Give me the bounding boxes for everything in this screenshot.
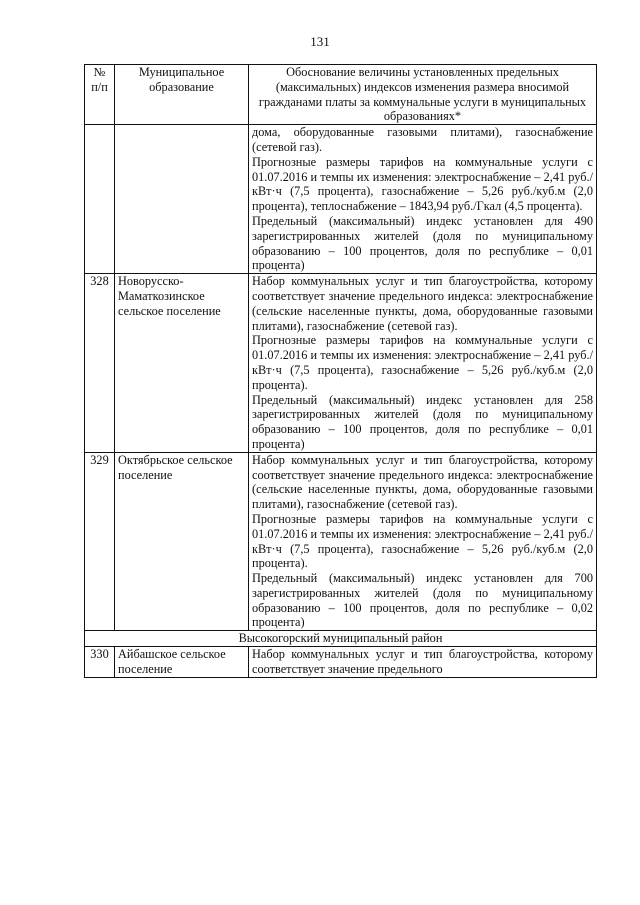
district-row — [85, 631, 597, 647]
justification-paragraph: Прогнозные размеры тарифов на коммунальные услуги с 01.07.2016 и темпы их изменения: электроснабжение – 2,41 руб./кВт·ч (7,5 процента), газоснабжение – 5,26 руб./куб.м (2,0 процента). — [252, 333, 593, 392]
row-municipality — [115, 125, 249, 274]
table-row — [85, 647, 597, 678]
header-justification: Обоснование величины установленных предельных (максимальных) индексов изменения размера вносимой гражданами платы за коммунальные услуги в муниципальных образованиях* — [249, 65, 597, 125]
table-row — [85, 274, 597, 453]
header-municipality: Муниципальное образование — [115, 65, 249, 125]
table-row — [85, 452, 597, 631]
justification-paragraph: Набор коммунальных услуг и тип благоустройства, которому соответствует значение предельного индекса: электроснабжение (сельские населенные пункты, дома, оборудованные газовыми плитами), газоснабжение (сетевой газ). — [252, 452, 593, 512]
row-justification — [249, 452, 597, 631]
row-municipality: Новорусско-Маматкозинское сельское поселение — [115, 274, 249, 453]
table-header-row — [85, 65, 597, 125]
district-title: Высокогорский муниципальный район — [85, 631, 597, 647]
justification-paragraph: Прогнозные размеры тарифов на коммунальные услуги с 01.07.2016 и темпы их изменения: электроснабжение – 2,41 руб./кВт·ч (7,5 процента), газоснабжение – 5,26 руб./куб.м (2,0 процента), теплоснабжение – 1843,94 руб./Гкал (4,5 процента). — [252, 154, 593, 214]
row-num: 328 — [85, 274, 115, 453]
row-justification — [249, 274, 597, 453]
justification-paragraph: Предельный (максимальный) индекс установлен для 490 зарегистрированных жителей (доля по муниципальному образованию – 100 процентов, доля по республике – 0,01 процента) — [252, 213, 593, 273]
justification-paragraph: дома, оборудованные газовыми плитами), газоснабжение (сетевой газ). — [252, 125, 593, 154]
row-num — [85, 125, 115, 274]
table-row — [85, 125, 597, 274]
justification-paragraph: Предельный (максимальный) индекс установлен для 700 зарегистрированных жителей (доля по муниципальному образованию – 100 процентов, доля по республике – 0,02 процента) — [252, 571, 593, 630]
justification-paragraph: Набор коммунальных услуг и тип благоустройства, которому соответствует значение предельного — [252, 647, 593, 676]
row-municipality: Октябрьское сельское поселение — [115, 452, 249, 631]
justification-paragraph: Набор коммунальных услуг и тип благоустройства, которому соответствует значение предельного индекса: электроснабжение (сельские населенные пункты, дома, оборудованные газовыми плитами), газоснабжение (сетевой газ). — [252, 274, 593, 333]
row-justification — [249, 125, 597, 274]
justification-paragraph: Прогнозные размеры тарифов на коммунальные услуги с 01.07.2016 и темпы их изменения: электроснабжение – 2,41 руб./кВт·ч (7,5 процента), газоснабжение – 5,26 руб./куб.м (2,0 процента). — [252, 511, 593, 571]
justification-paragraph: Предельный (максимальный) индекс установлен для 258 зарегистрированных жителей (доля по муниципальному образованию – 100 процентов, доля по республике – 0,01 процента) — [252, 392, 593, 451]
row-municipality: Айбашское сельское поселение — [115, 647, 249, 678]
page-number: 131 — [310, 34, 330, 49]
row-num: 330 — [85, 647, 115, 678]
header-num: № п/п — [85, 65, 115, 125]
tariff-index-table — [84, 64, 597, 678]
row-justification — [249, 647, 597, 678]
row-num: 329 — [85, 452, 115, 631]
